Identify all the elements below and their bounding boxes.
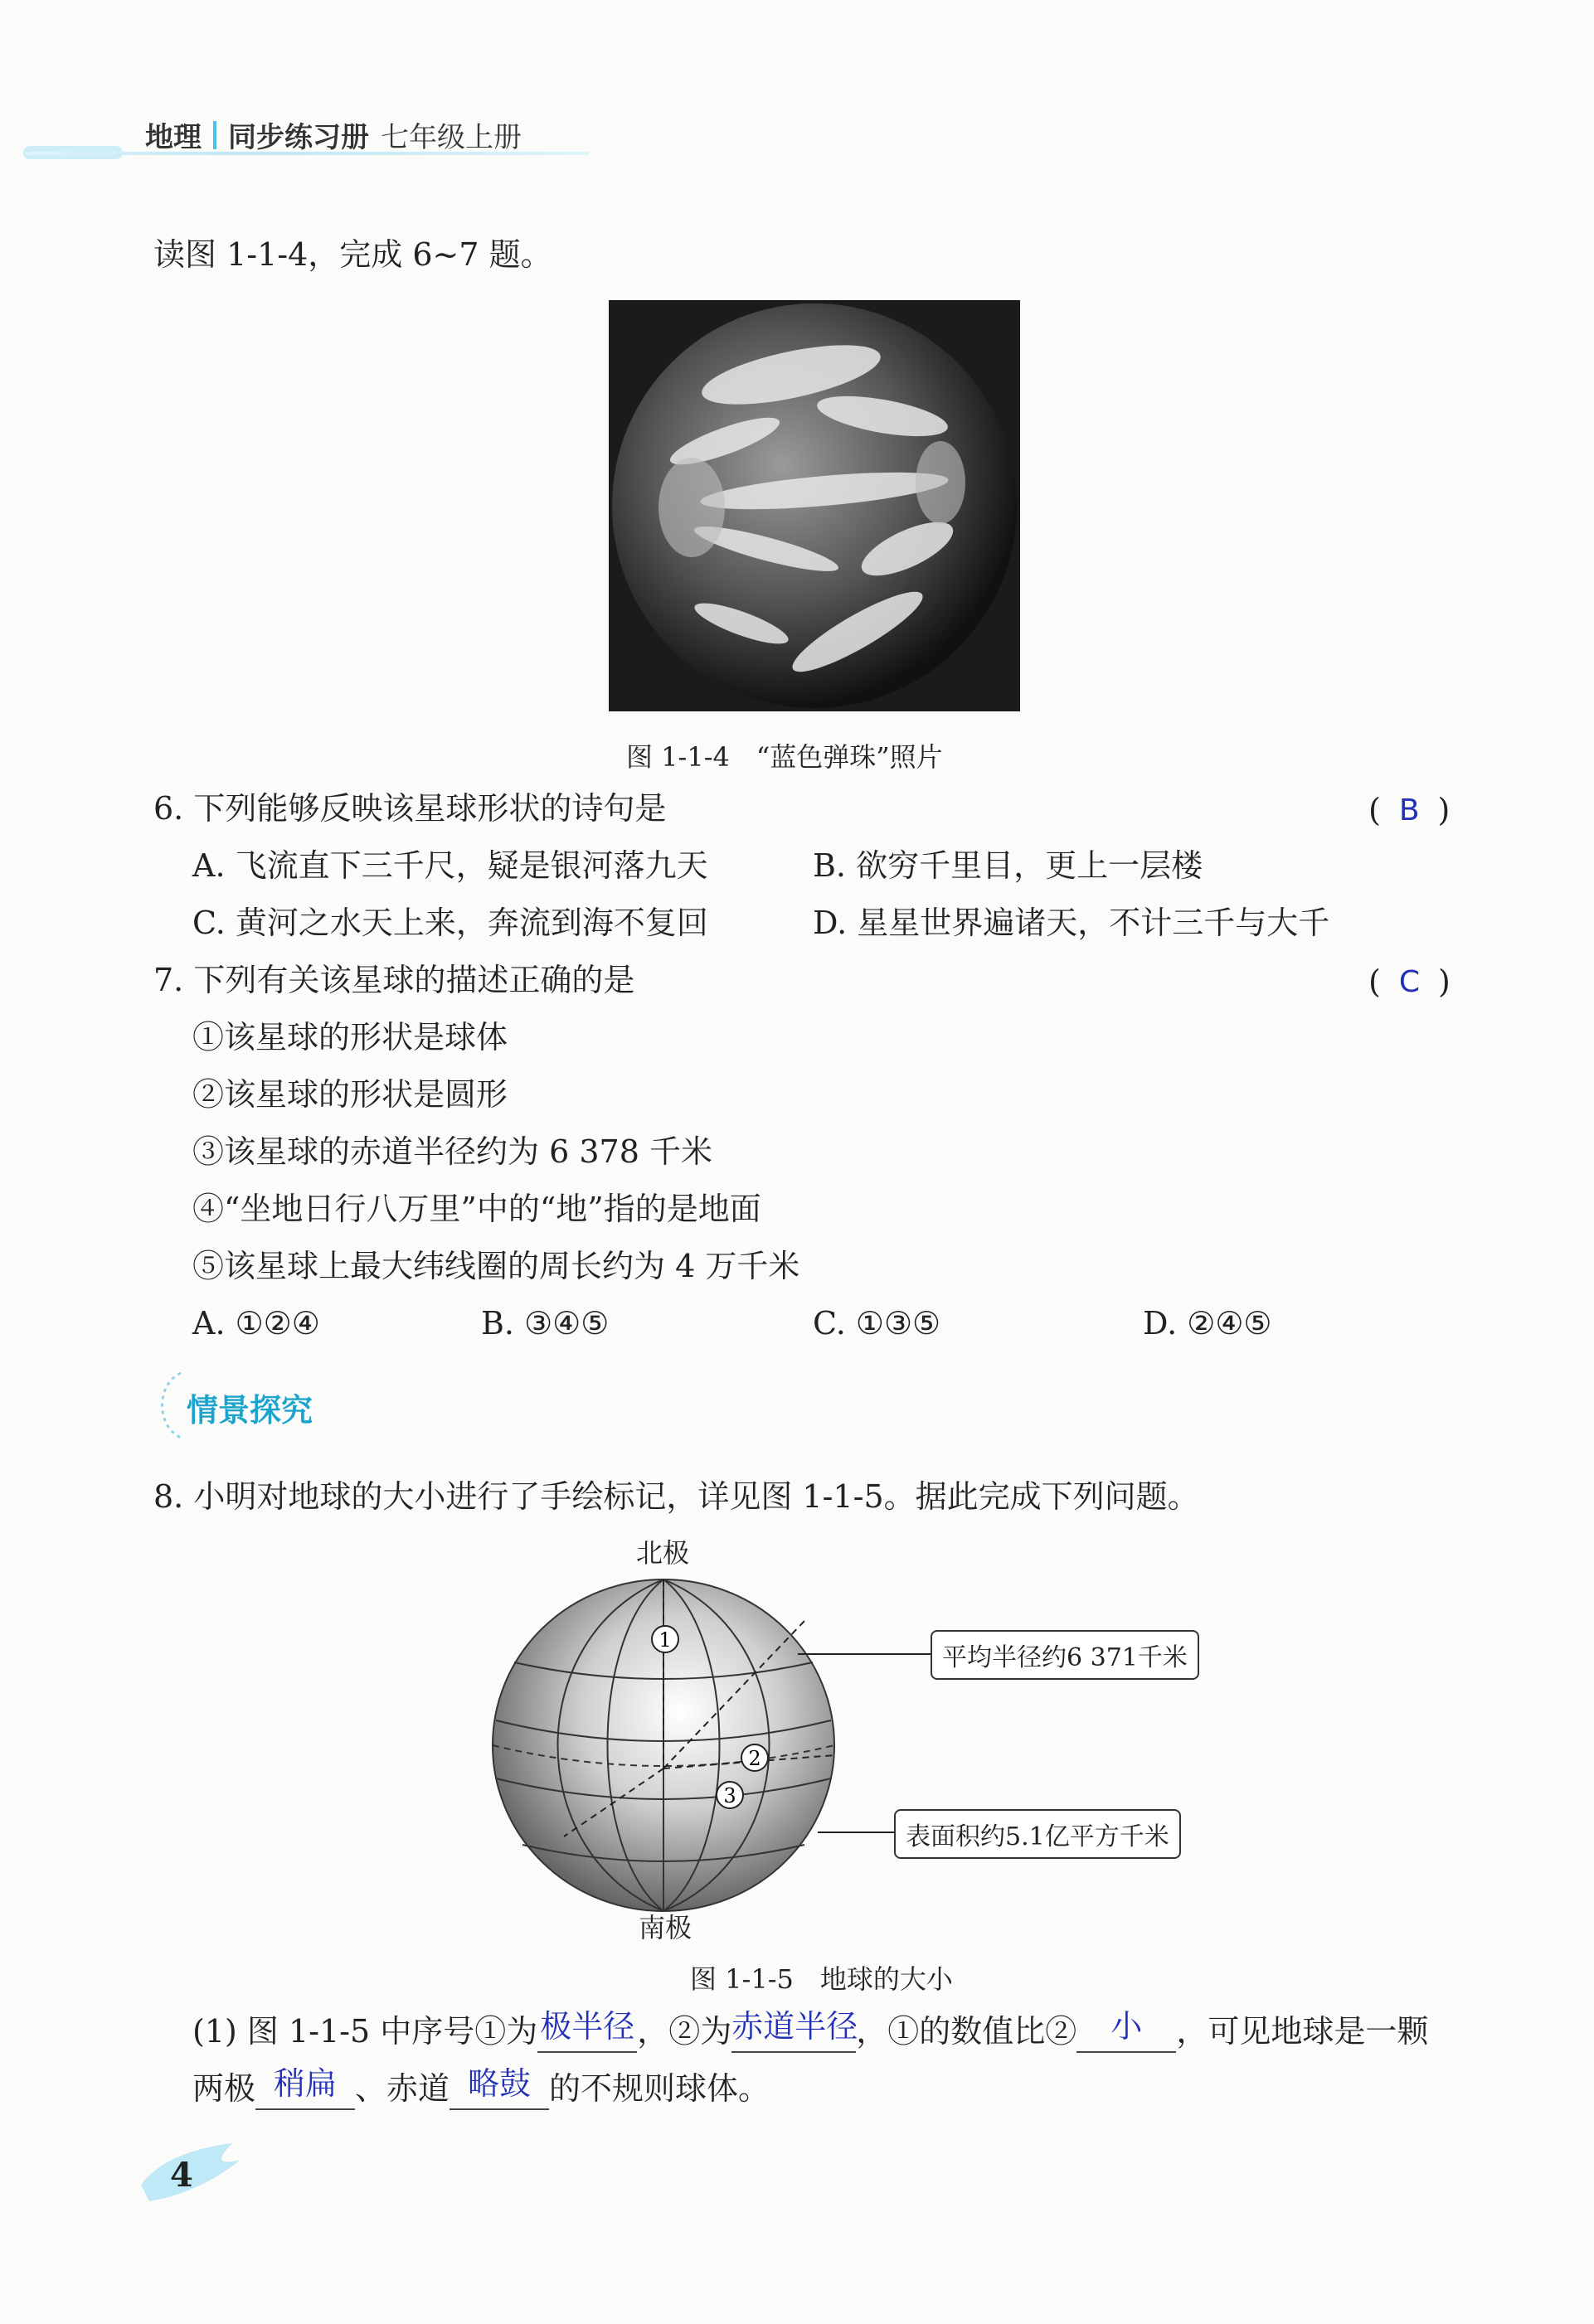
- blank-poles[interactable]: [255, 2065, 355, 2110]
- q6-option-a: A. 飞流直下三千尺，疑是银河落九天: [192, 847, 708, 884]
- q7-answer-box: [1368, 963, 1451, 1000]
- sub1-text: ，②为: [637, 2013, 732, 2050]
- q6-option-d: D. 星星世界遍诸天，不计三千与大千: [813, 905, 1330, 941]
- q7-option-a: A. ①②④: [192, 1305, 320, 1342]
- sub1-text: 两极: [192, 2070, 256, 2107]
- blue-marble-photo: [609, 300, 1020, 711]
- page-header: [145, 114, 522, 155]
- q6-answer-box: [1368, 792, 1450, 828]
- q7-option-c: C. ①③⑤: [813, 1305, 941, 1342]
- marker-1-label: 1: [658, 1628, 672, 1652]
- q7-answer: C: [1398, 964, 1420, 999]
- q6-answer: B: [1398, 793, 1420, 827]
- south-pole-label: 南极: [639, 1912, 693, 1943]
- blank-equator[interactable]: [450, 2065, 549, 2110]
- q8-sub1-line1: [192, 2008, 1429, 2053]
- surface-area-label: 表面积约5.1亿平方千米: [894, 1809, 1181, 1859]
- marker-1: [652, 1626, 678, 1652]
- figure-1-1-4-caption: 图 1-1-4 “蓝色弹珠”照片: [626, 741, 943, 773]
- paren-close: ): [1437, 792, 1451, 828]
- marker-2-label: 2: [748, 1747, 761, 1770]
- section-title: 情景探究: [187, 1392, 313, 1429]
- q6-option-b: B. 欲穷千里目，更上一层楼: [813, 847, 1203, 884]
- header-subject: 地理: [145, 121, 202, 154]
- blank-compare[interactable]: [1076, 2008, 1176, 2053]
- answer-poles: 稍扁: [274, 2065, 338, 2102]
- q7-statement: ②该星球的形状是圆形: [192, 1076, 508, 1113]
- header-book: 同步练习册: [228, 121, 369, 154]
- sub1-text: 的不规则球体。: [549, 2070, 770, 2107]
- q7-statement: ⑤该星球上最大纬线圈的周长约为 4 万千米: [192, 1248, 800, 1284]
- q8-sub1-line2: [192, 2065, 770, 2110]
- sub1-text: 、赤道: [355, 2070, 450, 2107]
- marker-3: [717, 1782, 743, 1808]
- page-number: 4: [170, 2156, 193, 2195]
- q7-option-d: D. ②④⑤: [1143, 1305, 1272, 1342]
- figure-1-1-5-caption: 图 1-1-5 地球的大小: [690, 1963, 953, 1995]
- q7-option-b: B. ③④⑤: [481, 1305, 610, 1342]
- answer-equatorial-radius: 赤道半径: [731, 2008, 858, 2045]
- q8-stem: 8. 小明对地球的大小进行了手绘标记，详见图 1-1-5。据此完成下列问题。: [153, 1478, 1199, 1515]
- marker-3-label: 3: [723, 1784, 736, 1807]
- header-grade: 七年级上册: [381, 121, 522, 154]
- q7-stem: 7. 下列有关该星球的描述正确的是: [153, 962, 635, 998]
- q7-statement: ③该星球的赤道半径约为 6 378 千米: [192, 1133, 712, 1170]
- earth-size-diagram: [489, 1571, 1178, 1919]
- intro-text: 读图 1-1-4，完成 6~7 题。: [153, 236, 552, 273]
- sub1-text: ，可见地球是一颗: [1176, 2013, 1429, 2050]
- north-pole-label: 北极: [636, 1537, 690, 1569]
- sub1-text: (1) 图 1-1-5 中序号①为: [192, 2013, 538, 2050]
- header-divider: [213, 121, 216, 149]
- answer-compare: 小: [1110, 2008, 1143, 2045]
- q7-statement: ④“坐地日行八万里”中的“地”指的是地面: [192, 1191, 761, 1227]
- earth-image: [609, 300, 1020, 711]
- paren-open: (: [1368, 963, 1381, 1000]
- q7-statement: ①该星球的形状是球体: [192, 1019, 508, 1055]
- marker-2: [741, 1744, 768, 1771]
- paren-close: ): [1437, 963, 1451, 1000]
- answer-equator: 略鼓: [468, 2065, 532, 2102]
- sub1-text: ，①的数值比②: [856, 2013, 1077, 2050]
- blank-polar-radius[interactable]: [537, 2008, 637, 2053]
- q6-stem: 6. 下列能够反映该星球形状的诗句是: [153, 790, 667, 827]
- paren-open: (: [1368, 792, 1381, 828]
- answer-polar-radius: 极半径: [540, 2008, 635, 2045]
- q6-option-c: C. 黄河之水天上来，奔流到海不复回: [192, 905, 708, 941]
- blank-equatorial-radius[interactable]: [731, 2008, 858, 2053]
- mean-radius-label: 平均半径约6 371千米: [931, 1630, 1199, 1680]
